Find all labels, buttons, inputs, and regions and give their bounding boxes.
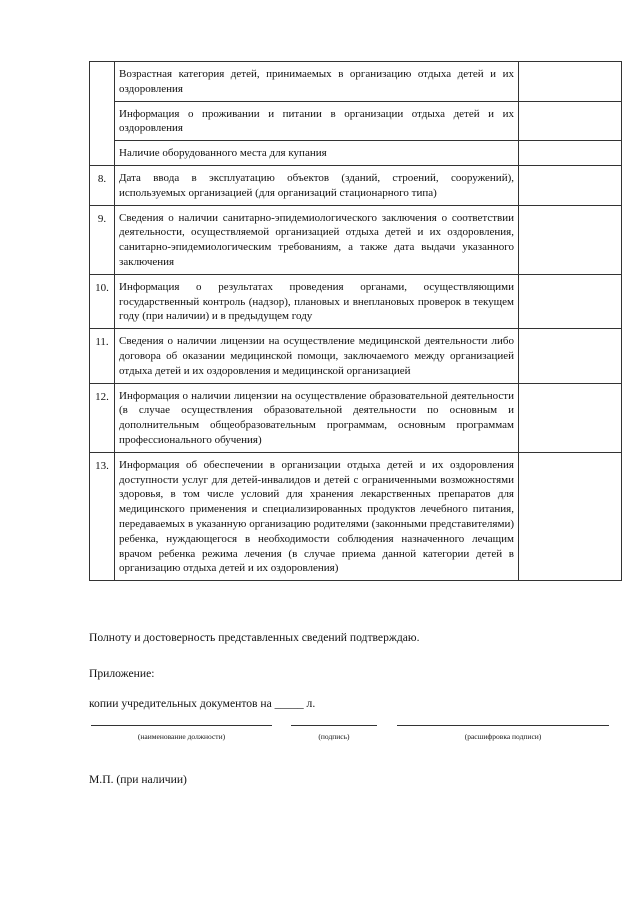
row-value-cell[interactable] bbox=[519, 329, 622, 383]
row-text-cell bbox=[115, 62, 519, 102]
row-text: Сведения о наличии лицензии на осуществление медицинской деятельности либо договора об оказании медицинской помощи, заключаемого между организацией отдыха детей и их оздоровления и медицинской организацией bbox=[119, 335, 514, 377]
row-text-cell bbox=[115, 165, 519, 205]
row-number-cell: 8. bbox=[90, 165, 115, 205]
stamp-placeholder: М.П. (при наличии) bbox=[89, 773, 187, 786]
table-row bbox=[90, 101, 622, 141]
row-value-cell[interactable] bbox=[519, 165, 622, 205]
row-value-cell[interactable] bbox=[519, 62, 622, 102]
decoding-signature-field[interactable] bbox=[397, 725, 609, 741]
table-row bbox=[90, 165, 622, 205]
signature-field[interactable] bbox=[291, 725, 377, 741]
table-row bbox=[90, 452, 622, 580]
row-text: Информация о проживании и питании в организации отдыха детей и их оздоровления bbox=[119, 107, 514, 135]
row-value-cell[interactable] bbox=[519, 383, 622, 452]
row-text-cell bbox=[115, 141, 519, 166]
row-number-cell: 12. bbox=[90, 383, 115, 452]
decoding-caption: (расшифровка подписи) bbox=[464, 732, 542, 741]
row-text-cell bbox=[115, 101, 519, 141]
row-text: Наличие оборудованного места для купания bbox=[119, 147, 327, 160]
row-text-cell bbox=[115, 452, 519, 580]
table-row bbox=[90, 274, 622, 328]
row-value-cell[interactable] bbox=[519, 101, 622, 141]
row-text-cell bbox=[115, 329, 519, 383]
row-number-cell bbox=[90, 62, 115, 166]
table-row bbox=[90, 383, 622, 452]
row-text-cell bbox=[115, 274, 519, 328]
table-row bbox=[90, 141, 622, 166]
row-text: Возрастная категория детей, принимаемых в организацию отдыха детей и их оздоровления bbox=[119, 68, 514, 95]
row-text: Информация о результатах проведения органами, осуществляющими государственный контроль (надзор), плановых и внеплановых проверок в текущем году (при наличии) и в предыдущем году bbox=[119, 280, 514, 323]
row-value-cell[interactable] bbox=[519, 205, 622, 274]
row-text: Информация о наличии лицензии на осуществление образовательной деятельности (в случае осуществления образовательной деятельности по основным и дополнительным общеобразовательным программам, основным программам профессионального обучения) bbox=[119, 389, 514, 446]
copies-line: копии учредительных документов на _____ л. bbox=[89, 697, 316, 710]
row-value-cell[interactable] bbox=[519, 141, 622, 166]
row-number-cell: 9. bbox=[90, 205, 115, 274]
table-row bbox=[90, 205, 622, 274]
appendix-label: Приложение: bbox=[89, 667, 155, 680]
table-row bbox=[90, 62, 622, 102]
signature-caption: (подпись) bbox=[318, 732, 350, 741]
table-row bbox=[90, 329, 622, 383]
position-signature-field[interactable] bbox=[91, 725, 272, 741]
info-table bbox=[89, 61, 622, 581]
row-number-cell: 11. bbox=[90, 329, 115, 383]
row-text: Дата ввода в эксплуатацию объектов (зданий, строений, сооружений), используемых организацией (для организаций стационарного типа) bbox=[119, 171, 514, 199]
position-caption: (наименование должности) bbox=[137, 732, 226, 741]
row-text-cell bbox=[115, 205, 519, 274]
row-number-cell: 10. bbox=[90, 274, 115, 328]
row-text: Информация об обеспечении в организации отдыха детей и их оздоровления доступности услуг для детей-инвалидов и детей с ограниченными возможностями здоровья, в том числе условий для хранения лекарственных препаратов для медицинского применения и специализированных продуктов лечебного питания, передаваемых в указанную организацию родителями (законными представителями) ребенка, нуждающегося в необходимости соблюдения назначенного лечащим врачом ребенка режима лечения (в случае приема данной категории детей в организацию отдыха детей и их оздоровления) bbox=[119, 458, 514, 575]
row-value-cell[interactable] bbox=[519, 274, 622, 328]
row-number-cell: 13. bbox=[90, 452, 115, 580]
row-value-cell[interactable] bbox=[519, 452, 622, 580]
row-text: Сведения о наличии санитарно-эпидемиологического заключения о соответствии деятельности, осуществляемой организацией отдыха детей и их оздоровления, санитарно-эпидемиологическим требованиям, а также дата выдачи указанного заключения bbox=[119, 211, 514, 268]
row-text-cell bbox=[115, 383, 519, 452]
confirmation-statement: Полноту и достоверность представленных сведений подтверждаю. bbox=[89, 631, 420, 644]
